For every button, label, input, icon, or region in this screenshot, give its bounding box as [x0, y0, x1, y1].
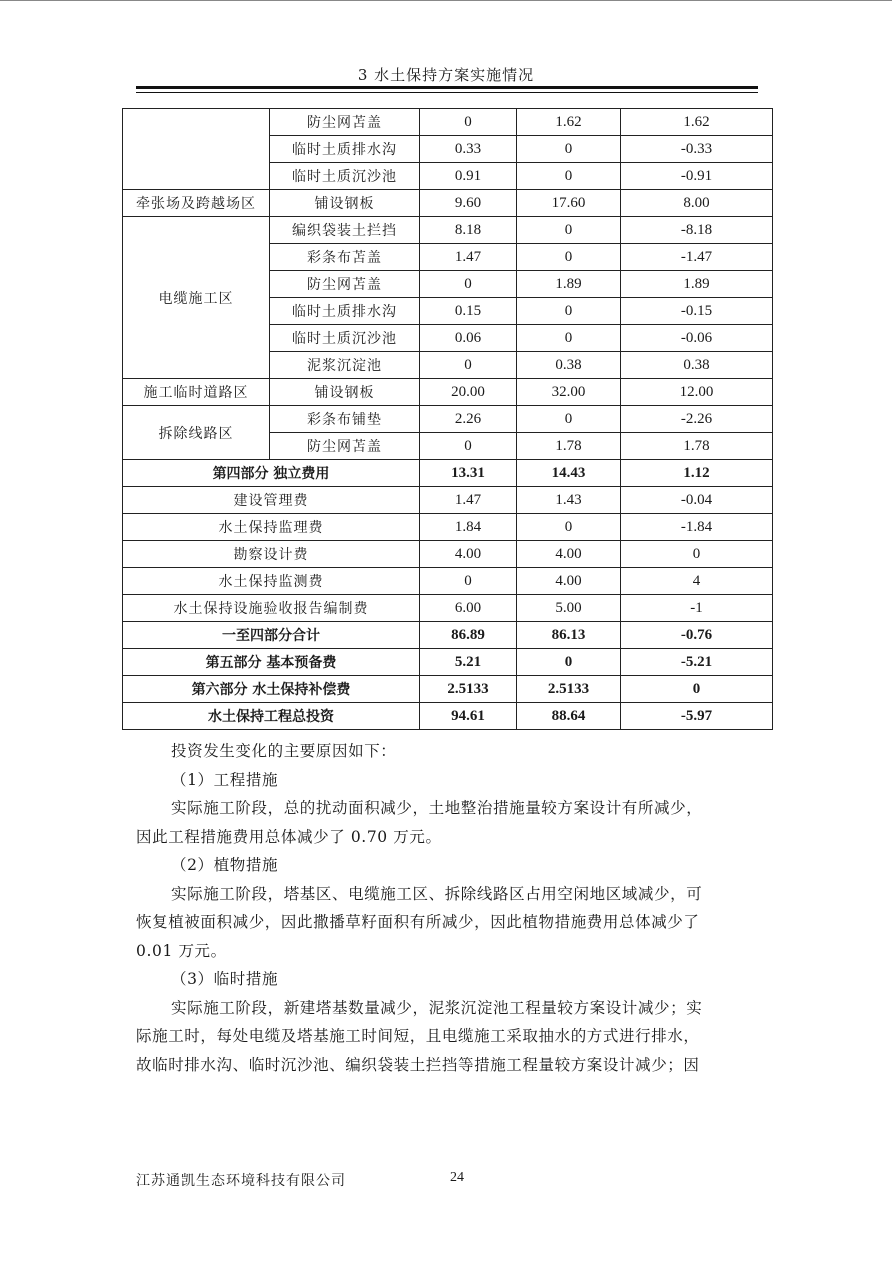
diff-value-cell: 8.00 — [621, 190, 773, 217]
diff-value-cell: -5.97 — [621, 703, 773, 730]
paragraph-line: 实际施工阶段，总的扰动面积减少，土地整治措施量较方案设计有所减少， — [171, 799, 703, 817]
diff-value-cell: 1.12 — [621, 460, 773, 487]
table-row-total — [123, 703, 773, 730]
measure-cell: 彩条布苫盖 — [270, 244, 420, 271]
table-row-section-subtotal — [123, 460, 773, 487]
actual-value-cell: 0 — [517, 244, 621, 271]
item-label-cell: 水土保持监测费 — [123, 568, 420, 595]
diff-value-cell: 1.62 — [621, 109, 773, 136]
plan-value-cell: 0.06 — [420, 325, 517, 352]
actual-value-cell: 17.60 — [517, 190, 621, 217]
heading-engineering-measures: （1）工程措施 — [171, 770, 279, 789]
plan-value-cell: 0 — [420, 109, 517, 136]
diff-value-cell: -5.21 — [621, 649, 773, 676]
table-row — [123, 541, 773, 568]
plan-value-cell: 94.61 — [420, 703, 517, 730]
actual-value-cell: 4.00 — [517, 568, 621, 595]
table-row — [123, 568, 773, 595]
actual-value-cell: 0 — [517, 325, 621, 352]
plan-value-cell: 0 — [420, 352, 517, 379]
diff-value-cell: 0 — [621, 676, 773, 703]
plan-value-cell: 2.26 — [420, 406, 517, 433]
actual-value-cell: 2.5133 — [517, 676, 621, 703]
diff-value-cell: -0.15 — [621, 298, 773, 325]
diff-value-cell: 4 — [621, 568, 773, 595]
table-row — [123, 487, 773, 514]
table-row — [123, 217, 773, 244]
measure-cell: 泥浆沉淀池 — [270, 352, 420, 379]
item-label-cell: 水土保持设施验收报告编制费 — [123, 595, 420, 622]
actual-value-cell: 1.78 — [517, 433, 621, 460]
plan-value-cell: 0 — [420, 568, 517, 595]
plan-value-cell: 1.84 — [420, 514, 517, 541]
plan-value-cell: 0 — [420, 271, 517, 298]
plan-value-cell: 2.5133 — [420, 676, 517, 703]
table-row — [123, 514, 773, 541]
section-label-cell: 第四部分 独立费用 — [123, 460, 420, 487]
body-text — [136, 737, 758, 1079]
measure-cell: 防尘网苫盖 — [270, 109, 420, 136]
diff-value-cell: -0.33 — [621, 136, 773, 163]
diff-value-cell: -0.04 — [621, 487, 773, 514]
diff-value-cell: 1.78 — [621, 433, 773, 460]
measure-cell: 铺设钢板 — [270, 190, 420, 217]
diff-value-cell: -0.76 — [621, 622, 773, 649]
table-row — [123, 406, 773, 433]
paragraph-line: 0.01 万元。 — [136, 941, 227, 960]
plan-value-cell: 1.47 — [420, 487, 517, 514]
category-cell: 电缆施工区 — [123, 217, 270, 379]
category-cell: 拆除线路区 — [123, 406, 270, 460]
measure-cell: 铺设钢板 — [270, 379, 420, 406]
diff-value-cell: -8.18 — [621, 217, 773, 244]
plan-value-cell: 5.21 — [420, 649, 517, 676]
diff-value-cell: -0.06 — [621, 325, 773, 352]
diff-value-cell: -2.26 — [621, 406, 773, 433]
diff-value-cell: 0 — [621, 541, 773, 568]
measure-cell: 防尘网苫盖 — [270, 271, 420, 298]
section-label-cell: 水土保持工程总投资 — [123, 703, 420, 730]
header-rule-thin — [136, 92, 758, 93]
paragraph-line: 实际施工阶段，塔基区、电缆施工区、拆除线路区占用空闲地区域减少，可 — [171, 884, 703, 903]
paragraph-line: 因此工程措施费用总体减少了 0.70 万元。 — [136, 827, 442, 846]
plan-value-cell: 0 — [420, 433, 517, 460]
diff-value-cell: 0.38 — [621, 352, 773, 379]
intro-paragraph: 投资发生变化的主要原因如下： — [171, 742, 397, 760]
actual-value-cell: 0 — [517, 163, 621, 190]
item-label-cell: 建设管理费 — [123, 487, 420, 514]
investment-comparison-table — [122, 108, 773, 730]
heading-temporary-measures: （3）临时措施 — [171, 970, 279, 988]
table-row — [123, 109, 773, 136]
plan-value-cell: 13.31 — [420, 460, 517, 487]
actual-value-cell: 0.38 — [517, 352, 621, 379]
plan-value-cell: 8.18 — [420, 217, 517, 244]
actual-value-cell: 4.00 — [517, 541, 621, 568]
category-cell-blank — [123, 109, 270, 190]
plan-value-cell: 4.00 — [420, 541, 517, 568]
diff-value-cell: -1.47 — [621, 244, 773, 271]
paragraph-line: 故临时排水沟、临时沉沙池、编织袋装土拦挡等措施工程量较方案设计减少；因 — [136, 1055, 700, 1074]
actual-value-cell: 0 — [517, 406, 621, 433]
paragraph-line: 实际施工阶段，新建塔基数量减少，泥浆沉淀池工程量较方案设计减少；实 — [171, 998, 703, 1017]
measure-cell: 编织袋装土拦挡 — [270, 217, 420, 244]
section-label-cell: 第六部分 水土保持补偿费 — [123, 676, 420, 703]
actual-value-cell: 1.43 — [517, 487, 621, 514]
measure-cell: 临时土质排水沟 — [270, 298, 420, 325]
item-label-cell: 勘察设计费 — [123, 541, 420, 568]
plan-value-cell: 0.15 — [420, 298, 517, 325]
diff-value-cell: -0.91 — [621, 163, 773, 190]
plan-value-cell: 9.60 — [420, 190, 517, 217]
actual-value-cell: 1.62 — [517, 109, 621, 136]
category-cell: 牵张场及跨越场区 — [123, 190, 270, 217]
measure-cell: 彩条布铺垫 — [270, 406, 420, 433]
table-row — [123, 595, 773, 622]
item-label-cell: 水土保持监理费 — [123, 514, 420, 541]
actual-value-cell: 86.13 — [517, 622, 621, 649]
diff-value-cell: -1 — [621, 595, 773, 622]
plan-value-cell: 0.33 — [420, 136, 517, 163]
page-top-border — [0, 0, 892, 1]
section-label-cell: 第五部分 基本预备费 — [123, 649, 420, 676]
category-cell: 施工临时道路区 — [123, 379, 270, 406]
actual-value-cell: 0 — [517, 136, 621, 163]
plan-value-cell: 86.89 — [420, 622, 517, 649]
plan-value-cell: 6.00 — [420, 595, 517, 622]
actual-value-cell: 0 — [517, 217, 621, 244]
table-row-section — [123, 676, 773, 703]
diff-value-cell: 12.00 — [621, 379, 773, 406]
actual-value-cell: 88.64 — [517, 703, 621, 730]
measure-cell: 防尘网苫盖 — [270, 433, 420, 460]
running-header: 3 水土保持方案实施情况 — [357, 66, 535, 84]
measure-cell: 临时土质沉沙池 — [270, 325, 420, 352]
table-row — [123, 379, 773, 406]
diff-value-cell: 1.89 — [621, 271, 773, 298]
table-row-subtotal — [123, 622, 773, 649]
table-row — [123, 190, 773, 217]
table-row-section — [123, 649, 773, 676]
footer-company: 江苏通凯生态环境科技有限公司 — [136, 1173, 346, 1189]
measure-cell: 临时土质沉沙池 — [270, 163, 420, 190]
actual-value-cell: 32.00 — [517, 379, 621, 406]
measure-cell: 临时土质排水沟 — [270, 136, 420, 163]
actual-value-cell: 0 — [517, 298, 621, 325]
section-label-cell: 一至四部分合计 — [123, 622, 420, 649]
plan-value-cell: 20.00 — [420, 379, 517, 406]
actual-value-cell: 0 — [517, 649, 621, 676]
plan-value-cell: 1.47 — [420, 244, 517, 271]
paragraph-line: 恢复植被面积减少，因此撒播草籽面积有所减少，因此植物措施费用总体减少了 — [136, 913, 700, 931]
paragraph-line: 际施工时，每处电缆及塔基施工时间短，且电缆施工采取抽水的方式进行排水， — [136, 1027, 700, 1045]
actual-value-cell: 0 — [517, 514, 621, 541]
actual-value-cell: 1.89 — [517, 271, 621, 298]
page-number: 24 — [450, 1170, 464, 1185]
actual-value-cell: 5.00 — [517, 595, 621, 622]
diff-value-cell: -1.84 — [621, 514, 773, 541]
plan-value-cell: 0.91 — [420, 163, 517, 190]
actual-value-cell: 14.43 — [517, 460, 621, 487]
heading-plant-measures: （2）植物措施 — [171, 856, 279, 874]
header-rule-thick — [136, 86, 758, 89]
